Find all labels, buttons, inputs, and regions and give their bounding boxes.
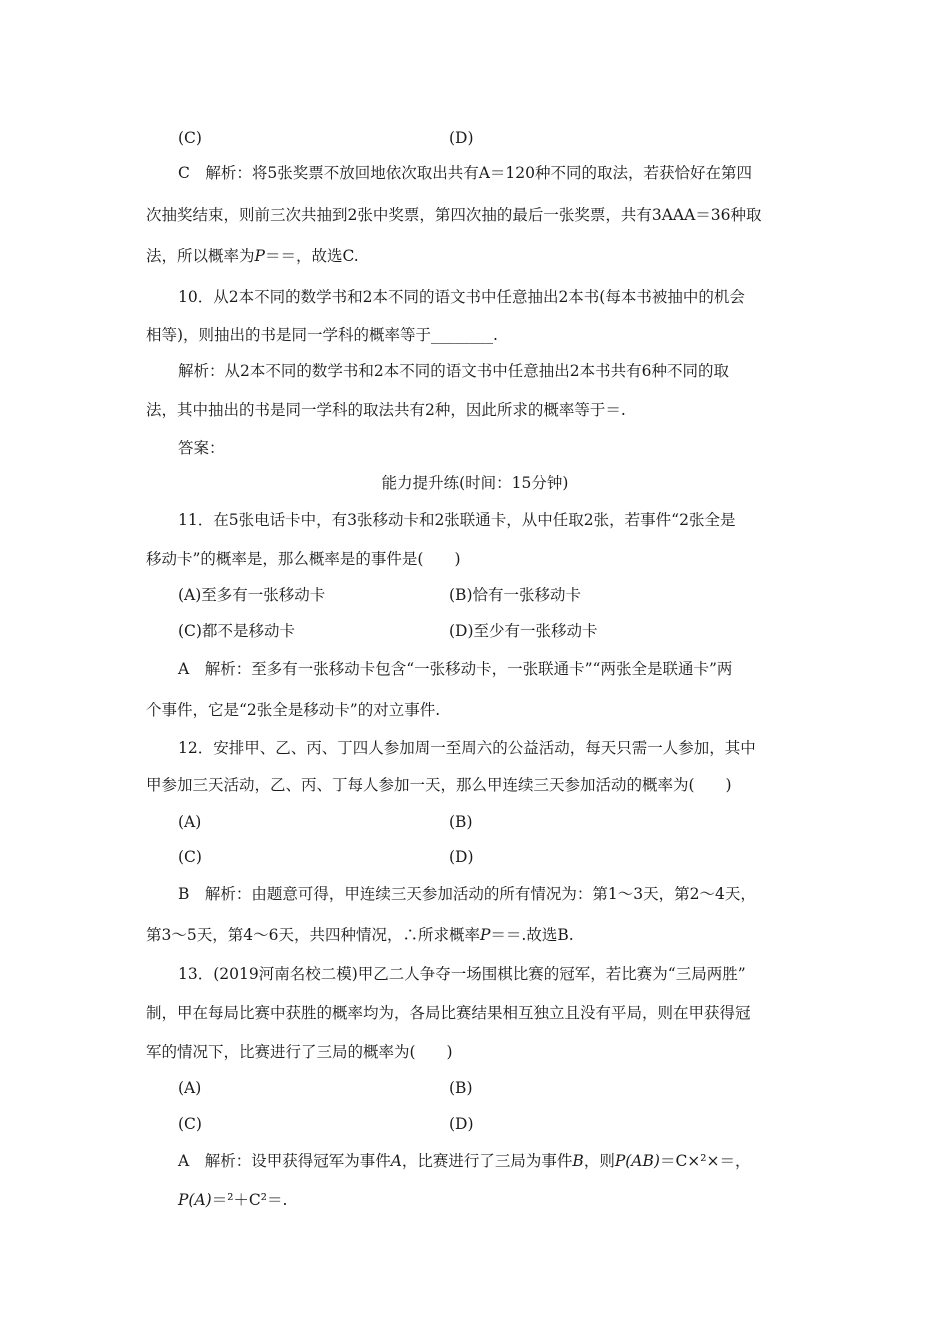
q11-stem-line-1: 11．在5张电话卡中，有3张移动卡和2张联通卡，从中任取2张，若事件“2张全是	[178, 511, 736, 529]
q13-stem-line-1: 13．(2019河南名校二模)甲乙二人争夺一场围棋比赛的冠军，若比赛为“三局两胜”	[178, 965, 746, 983]
q13-stem-line-3: 军的情况下，比赛进行了三局的概率为( )	[146, 1043, 453, 1061]
q10-analysis-line-1: 解析：从2本不同的数学书和2本不同的语文书中任意抽出2本书共有6种不同的取	[178, 362, 729, 380]
section-title: 能力提升练(时间：15分钟)	[381, 474, 569, 492]
q12-analysis-line-1: B 解析：由题意可得，甲连续三天参加活动的所有情况为：第1～3天，第2～4天，	[178, 885, 756, 903]
q11-option-a: (A)至多有一张移动卡	[178, 586, 326, 604]
q11-option-d: (D)至少有一张移动卡	[449, 622, 598, 640]
q10-answer: 答案：	[178, 439, 225, 457]
q11-analysis-line-1: A 解析：至多有一张移动卡包含“一张移动卡，一张联通卡”“两张全是联通卡”两	[178, 660, 733, 678]
q12-option-a: (A)	[178, 813, 202, 831]
q13-stem-line-2: 制，甲在每局比赛中获胜的概率均为，各局比赛结果相互独立且没有平局，则在甲获得冠	[146, 1004, 751, 1022]
q12-stem-line-2: 甲参加三天活动，乙、丙、丁每人参加一天，那么甲连续三天参加活动的概率为( )	[146, 776, 732, 794]
q12-option-b: (B)	[449, 813, 473, 831]
q10-stem-line-2: 相等)，则抽出的书是同一学科的概率等于________.	[146, 326, 498, 344]
q11-option-b: (B)恰有一张移动卡	[449, 586, 581, 604]
q9-analysis-line-3: 法，所以概率为P＝＝，故选C.	[146, 247, 359, 265]
q9-analysis-line-2: 次抽奖结束，则前三次共抽到2张中奖票，第四次抽的最后一张奖票，共有3AAA＝36种取	[146, 206, 762, 224]
q11-option-c: (C)都不是移动卡	[178, 622, 295, 640]
q13-option-d: (D)	[449, 1115, 474, 1133]
q10-stem-line-1: 10．从2本不同的数学书和2本不同的语文书中任意抽出2本书(每本书被抽中的机会	[178, 288, 745, 306]
q9-option-d: (D)	[449, 129, 474, 147]
q13-option-a: (A)	[178, 1079, 202, 1097]
q12-option-c: (C)	[178, 848, 202, 866]
q12-stem-line-1: 12．安排甲、乙、丙、丁四人参加周一至周六的公益活动，每天只需一人参加，其中	[178, 739, 756, 757]
q12-option-d: (D)	[449, 848, 474, 866]
q13-option-b: (B)	[449, 1079, 473, 1097]
q13-option-c: (C)	[178, 1115, 202, 1133]
q13-analysis-line-2: P(A)＝²＋C²＝.	[178, 1191, 288, 1209]
q11-analysis-line-2: 个事件，它是“2张全是移动卡”的对立事件.	[146, 701, 441, 719]
q9-analysis-line-1: C 解析：将5张奖票不放回地依次取出共有A＝120种不同的取法，若获恰好在第四	[178, 164, 753, 182]
q12-analysis-line-2: 第3～5天，第4～6天，共四种情况，∴所求概率P＝＝.故选B.	[146, 926, 574, 944]
q11-stem-line-2: 移动卡”的概率是，那么概率是的事件是( )	[146, 550, 461, 568]
q13-analysis-line-1: A 解析：设甲获得冠军为事件A，比赛进行了三局为事件B，则P(AB)＝C×²×＝，	[178, 1152, 751, 1170]
q10-analysis-line-2: 法，其中抽出的书是同一学科的取法共有2种，因此所求的概率等于＝.	[146, 401, 626, 419]
q9-option-c: (C)	[178, 129, 202, 147]
